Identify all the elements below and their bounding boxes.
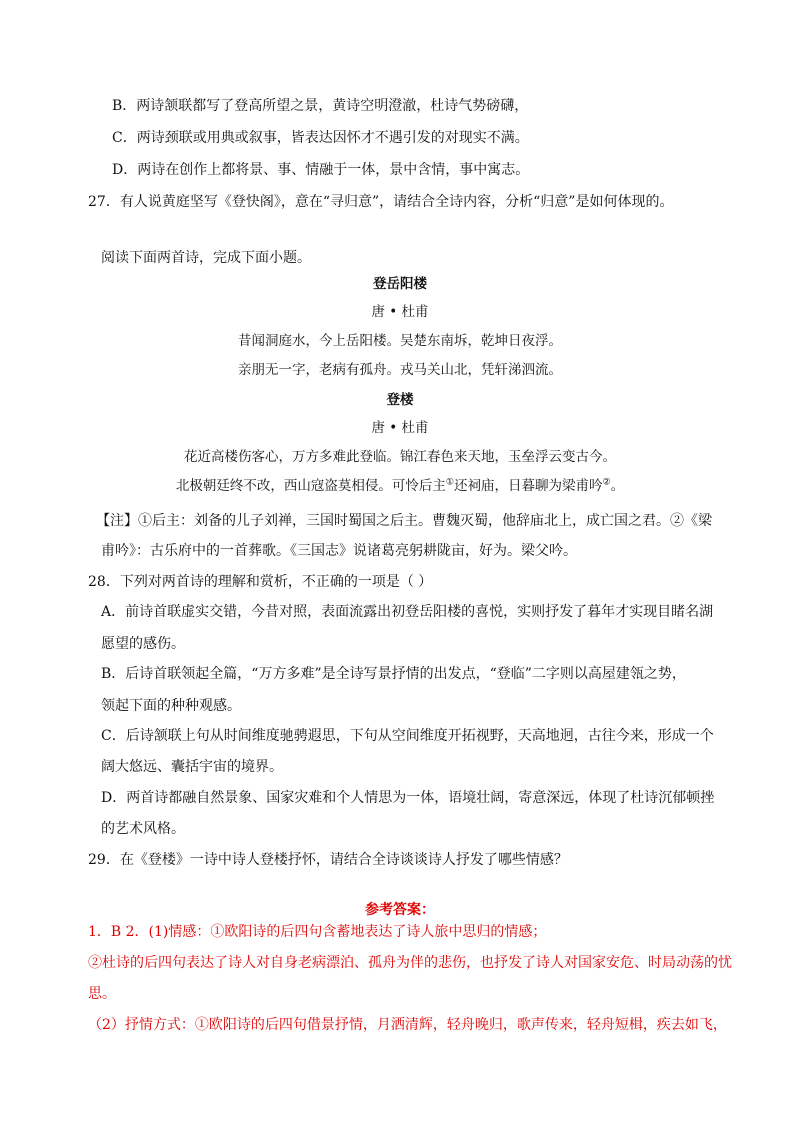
poem2-line-2-part-a: 北极朝廷终不改，西山寇盗莫相侵。可怜后主 — [175, 478, 446, 494]
q26-option-b: B．两诗颔联都写了登高所望之景，黄诗空明澄澈，杜诗气势磅礴， — [112, 98, 529, 114]
poem1-title: 登岳阳楼 — [373, 276, 427, 292]
poem2-line-2-part-c: 。 — [610, 478, 625, 494]
poem2-line-2-part-b: 还祠庙，日暮聊为梁甫吟 — [454, 478, 603, 494]
answer-line-3: 思。 — [88, 986, 116, 1002]
q28-option-b-line-2: 领起下面的种种观感。 — [101, 698, 241, 714]
question-28-stem: 28．下列对两首诗的理解和赏析，不正确的一项是（ ） — [88, 574, 433, 590]
q28-option-a-line-2: 愿望的感伤。 — [101, 636, 185, 652]
footnote-marker-1: ① — [445, 477, 454, 488]
answer-heading: 参考答案： — [365, 902, 435, 918]
poem1-author: 唐 • 杜甫 — [371, 304, 429, 320]
q28-option-c-line-1: C．后诗颔联上句从时间维度驰骋遐思，下句从空间维度开拓视野，天高地迥，古往今来，形成一个 — [101, 728, 714, 744]
poem2-title: 登楼 — [386, 392, 414, 408]
poem1-line-2: 亲朋无一字，老病有孤舟。戎马关山北，凭轩涕泗流。 — [238, 362, 562, 378]
answer-line-2: ②杜诗的后四句表达了诗人对自身老病漂泊、孤舟为伴的悲伤，也抒发了诗人对国家安危、时局动荡的忧 — [88, 955, 732, 971]
q28-option-c-line-2: 阔大悠远、囊括宇宙的境界。 — [101, 759, 283, 775]
q28-option-d-line-1: D．两首诗都融自然景象、国家灾难和个人情思为一体，语境壮阔，寄意深远，体现了杜诗沉郁顿挫 — [101, 790, 715, 806]
note-line-2: 甫吟》：古乐府中的一首葬歌。《三国志》说诸葛亮躬耕陇亩，好为。梁父吟。 — [101, 543, 577, 559]
q28-option-d-line-2: 的艺术风格。 — [101, 821, 185, 837]
footnote-marker-2: ② — [602, 477, 611, 488]
question-29: 29．在《登楼》一诗中诗人登楼抒怀，请结合全诗谈谈诗人抒发了哪些情感？ — [88, 852, 568, 868]
note-line-1: 【注】①后主：刘备的儿子刘禅，三国时蜀国之后主。曹魏灭蜀，他辞庙北上，成亡国之君。②《梁 — [96, 513, 712, 529]
q28-option-a-line-1: A．前诗首联虚实交错，今昔对照，表面流露出初登岳阳楼的喜悦，实则抒发了暮年才实现目睹名湖 — [101, 604, 714, 620]
q28-option-b-line-1: B．后诗首联领起全篇，“万方多难”是全诗写景抒情的出发点，“登临”二字则以高屋建瓴之势， — [101, 666, 686, 682]
answer-line-1: 1．B 2．(1)情感：①欧阳诗的后四句含蓄地表达了诗人旅中思归的情感； — [88, 924, 547, 940]
poem2-author: 唐 • 杜甫 — [371, 420, 429, 436]
question-27: 27．有人说黄庭坚写《登快阁》，意在“寻归意”，请结合全诗内容，分析“归意”是如何体现的。 — [88, 194, 674, 210]
reading-intro: 阅读下面两首诗，完成下面小题。 — [101, 250, 311, 266]
answer-line-4: （2）抒情方式：①欧阳诗的后四句借景抒情，月洒清辉，轻舟晚归，歌声传来，轻舟短楫，疾去如飞， — [88, 1017, 727, 1033]
poem1-line-1: 昔闻洞庭水，今上岳阳楼。吴楚东南坼，乾坤日夜浮。 — [238, 333, 562, 349]
q26-option-d: D．两诗在创作上都将景、事、情融于一体，景中含情，事中寓志。 — [112, 162, 530, 178]
poem2-line-2 — [0, 476, 800, 496]
q26-option-c: C．两诗颈联或用典或叙事，皆表达因怀才不遇引发的对现实不满。 — [112, 130, 529, 146]
poem2-line-1: 花近高楼伤客心，万方多难此登临。锦江春色来天地，玉垒浮云变古今。 — [184, 449, 616, 465]
